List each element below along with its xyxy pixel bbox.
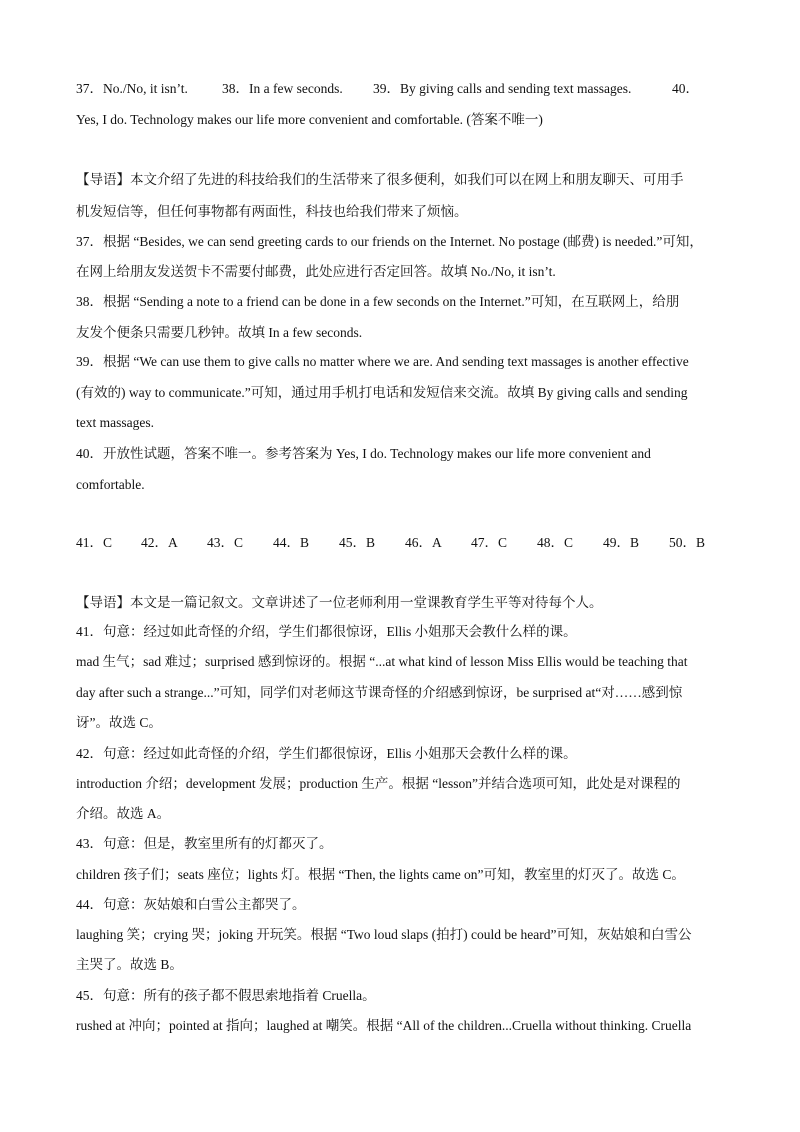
q44-explanation-line3: 主哭了。故选 B。	[76, 957, 183, 972]
q41-explanation-line1: 41．句意：经过如此奇怪的介绍，学生们都很惊讶，Ellis 小姐那天会教什么样的课。	[76, 624, 577, 639]
q40-explanation-line1: 40．开放性试题，答案不唯一。参考答案为 Yes, I do. Technology makes our life more convenient and	[76, 446, 651, 461]
mc-answer-45: 45．B	[339, 535, 376, 550]
mc-answer-43: 43．C	[207, 535, 244, 550]
q41-explanation-line2: mad 生气；sad 难过；surprised 感到惊讶的。根据 “...at what kind of lesson Miss Ellis would be teaching that	[76, 654, 688, 669]
q40-explanation-line2: comfortable.	[76, 477, 145, 492]
q45-explanation-line1: 45．句意：所有的孩子都不假思索地指着 Cruella。	[76, 988, 376, 1003]
q44-explanation-line1: 44．句意：灰姑娘和白雪公主都哭了。	[76, 897, 306, 912]
mc-answer-47: 47．C	[471, 535, 508, 550]
q41-explanation-line3: day after such a strange...”可知，同学们对老师这节课奇怪的介绍感到惊讶，be surprised at“对……感到惊	[76, 685, 683, 700]
passage1-guide-line2: 机发短信等，但任何事物都有两面性，科技也给我们带来了烦恼。	[76, 204, 468, 219]
q42-explanation-line3: 介绍。故选 A。	[76, 806, 171, 821]
q38-explanation-line1: 38．根据 “Sending a note to a friend can be done in a few seconds on the Internet.”可知，在互联网上，给朋	[76, 294, 680, 309]
q38-explanation-line2: 友发个便条只需要几秒钟。故填 In a few seconds.	[76, 325, 363, 340]
answer-37: 37．No./No, it isn’t.	[76, 81, 188, 96]
mc-answer-44: 44．B	[273, 535, 310, 550]
q45-explanation-line2: rushed at 冲向；pointed at 指向；laughed at 嘲笑。根据 “All of the children...Cruella without thinking. Cruella	[76, 1018, 692, 1033]
mc-answer-49: 49．B	[603, 535, 640, 550]
mc-answer-41: 41．C	[76, 535, 113, 550]
q43-explanation-line2: children 孩子们；seats 座位；lights 灯。根据 “Then, the lights came on”可知，教室里的灯灭了。故选 C。	[76, 867, 685, 882]
answer-40-number: 40．	[672, 81, 699, 96]
q39-explanation-line3: text massages.	[76, 415, 154, 430]
q43-explanation-line1: 43．句意：但是，教室里所有的灯都灭了。	[76, 836, 333, 851]
q42-explanation-line1: 42．句意：经过如此奇怪的介绍，学生们都很惊讶，Ellis 小姐那天会教什么样的课。	[76, 746, 577, 761]
answer-39: 39．By giving calls and sending text massages.	[373, 81, 632, 96]
passage2-guide: 【导语】本文是一篇记叙文。文章讲述了一位老师利用一堂课教育学生平等对待每个人。	[76, 595, 603, 610]
passage1-guide-line1: 【导语】本文介绍了先进的科技给我们的生活带来了很多便利，如我们可以在网上和朋友聊天、可用手	[76, 172, 684, 187]
q37-explanation-line1: 37．根据 “Besides, we can send greeting cards to our friends on the Internet. No postage (邮费) is needed.”可知，	[76, 234, 703, 249]
q37-explanation-line2: 在网上给朋友发送贺卡不需要付邮费，此处应进行否定回答。故填 No./No, it isn’t.	[76, 264, 556, 279]
mc-answer-42: 42．A	[141, 535, 178, 550]
mc-answer-50: 50．B	[669, 535, 706, 550]
mc-answer-48: 48．C	[537, 535, 574, 550]
answer-40-text: Yes, I do. Technology makes our life more convenient and comfortable. (答案不唯一)	[76, 112, 543, 127]
q39-explanation-line2: (有效的) way to communicate.”可知，通过用手机打电话和发短信来交流。故填 By giving calls and sending	[76, 385, 688, 400]
q44-explanation-line2: laughing 笑；crying 哭；joking 开玩笑。根据 “Two loud slaps (拍打) could be heard”可知，灰姑娘和白雪公	[76, 927, 692, 942]
answer-38: 38．In a few seconds.	[222, 81, 343, 96]
q42-explanation-line2: introduction 介绍；development 发展；production 生产。根据 “lesson”并结合选项可知，此处是对课程的	[76, 776, 681, 791]
q39-explanation-line1: 39．根据 “We can use them to give calls no matter where we are. And sending text massages is another effective	[76, 354, 689, 369]
q41-explanation-line4: 讶”。故选 C。	[76, 715, 162, 730]
mc-answer-46: 46．A	[405, 535, 442, 550]
